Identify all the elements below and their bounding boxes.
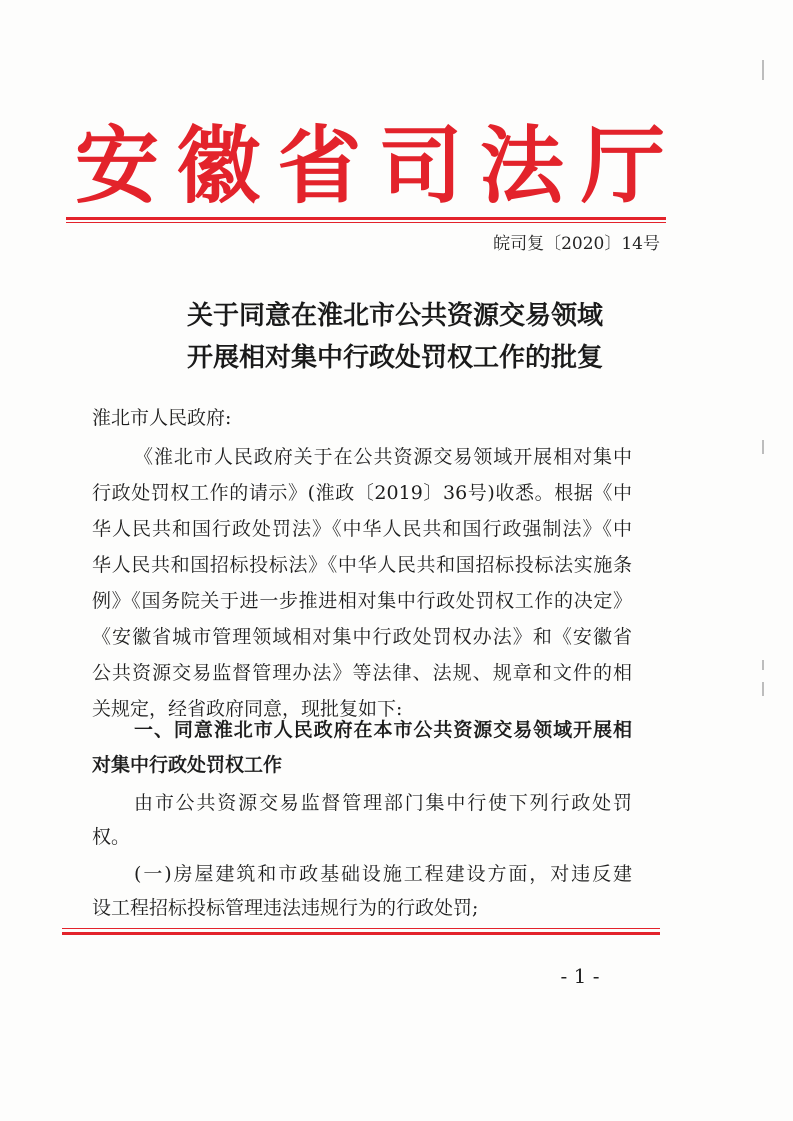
body-line: 权。 <box>92 826 131 848</box>
header-red-rule <box>66 217 666 220</box>
body-line: 华人民共和国行政处罚法》《中华人民共和国行政强制法》《中 <box>92 518 632 540</box>
issuer-char: 司 <box>378 116 463 215</box>
body-line: 《安徽省城市管理领域相对集中行政处罚权办法》和《安徽省 <box>92 626 632 648</box>
body-line: 例》《国务院关于进一步推进相对集中行政处罚权工作的决定》 <box>92 590 632 612</box>
section-heading: 对集中行政处罚权工作 <box>92 754 283 776</box>
body-line: 行政处罚权工作的请示》(淮政〔2019〕36号)收悉。根据《中 <box>92 482 632 504</box>
body-line: 设工程招标投标管理违法违规行为的行政处罚; <box>92 897 479 919</box>
scan-edge-mark <box>762 660 764 670</box>
issuer-char: 安 <box>75 116 160 215</box>
addressee: 淮北市人民政府: <box>92 407 232 429</box>
body-line: (一)房屋建筑和市政基础设施工程建设方面，对违反建 <box>134 863 632 885</box>
document-number: 皖司复〔2020〕14号 <box>493 234 660 254</box>
issuer-char: 徽 <box>176 116 261 215</box>
issuer-name <box>75 118 665 213</box>
body-line: 《淮北市人民政府关于在公共资源交易领域开展相对集中 <box>134 446 632 468</box>
body-line: 公共资源交易监督管理办法》等法律、法规、规章和文件的相 <box>92 662 632 684</box>
header-red-rule-thin <box>66 222 666 223</box>
footer-red-rule-thin <box>62 928 660 929</box>
scan-edge-mark <box>762 60 764 80</box>
document-title-line: 开展相对集中行政处罚权工作的批复 <box>186 343 603 373</box>
issuer-char: 法 <box>479 116 564 215</box>
scan-edge-mark <box>762 682 764 696</box>
scan-edge-mark <box>762 440 764 454</box>
body-line: 关规定，经省政府同意，现批复如下: <box>92 698 403 720</box>
body-line: 由市公共资源交易监督管理部门集中行使下列行政处罚 <box>134 792 632 814</box>
issuer-char: 厅 <box>580 116 665 215</box>
footer-red-rule <box>62 932 660 935</box>
page-number: - 1 - <box>560 964 600 988</box>
issuer-char: 省 <box>277 116 362 215</box>
body-line: 华人民共和国招标投标法》《中华人民共和国招标投标法实施条 <box>92 554 632 576</box>
section-heading: 一、同意淮北市人民政府在本市公共资源交易领域开展相 <box>134 719 632 741</box>
document-title-line: 关于同意在淮北市公共资源交易领域 <box>186 301 603 331</box>
